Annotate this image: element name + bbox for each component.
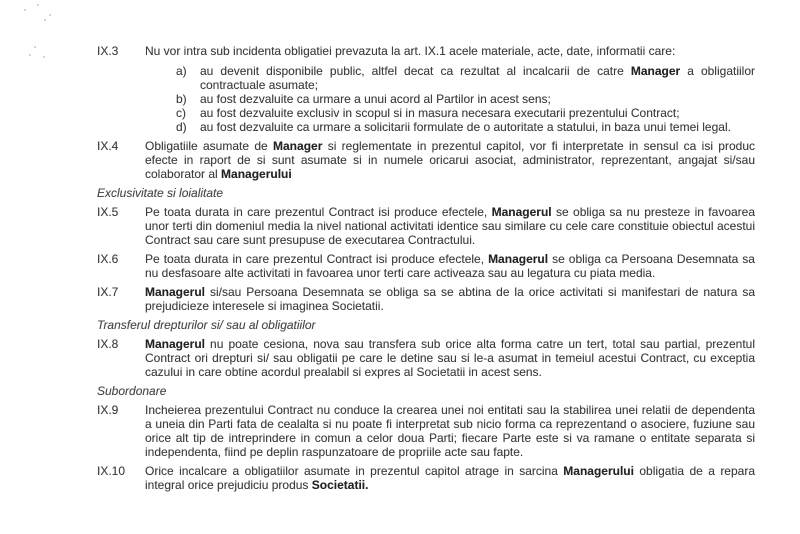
clause-number: IX.3 <box>97 44 119 58</box>
clause-number: IX.5 <box>97 205 119 219</box>
section-heading-exclusivitate: Exclusivitate si loialitate <box>97 186 224 200</box>
subitem-b <box>176 92 755 106</box>
clause-number: IX.10 <box>97 464 126 478</box>
clause-ix10 <box>97 464 755 492</box>
clause-text: Incheierea prezentului Contract nu conduce la crearea unei noi entitati sau la stabilirea unei relatii de dependenta a uneia din Parti fata de cealalta si nu poate fi interpretat sub nicio forma ca reprezentand o asociere, fuziune sau orice alt tip de intreprindere in comun a celor doua Parti; fiecare Parte este si va ramane o entitate separata si independenta, fiind pe deplin raspunzatoare de propriile acte sau fapte. <box>145 403 755 459</box>
clause-ix9 <box>97 403 755 459</box>
clause-number: IX.6 <box>97 252 119 266</box>
clause-ix6 <box>97 252 755 280</box>
clause-number: IX.8 <box>97 337 119 351</box>
clause-ix5 <box>97 205 755 247</box>
subitem-c <box>176 106 755 120</box>
section-heading-transfer: Transferul drepturilor si/ sau al obligatiilor <box>97 318 316 332</box>
subitem-text: au fost dezvaluite ca urmare a unui acord al Partilor in acest sens; <box>200 92 551 106</box>
subitem-letter: a) <box>176 64 187 78</box>
clause-number: IX.9 <box>97 403 119 417</box>
scan-speck <box>43 56 45 58</box>
clause-text: Managerul nu poate cesiona, nova sau transfera sub orice alta forma catre un tert, total sau partial, prezentul Contract ori drepturi si/ sau obligatii pe care le detine sau si le-a asumat in temeiul acestui Contract, cu exceptia cazului in care obtine acordul prealabil si expres al Societatii in acest sens. <box>145 337 755 379</box>
clause-text: Managerul si/sau Persoana Desemnata se obliga sa se abtina de la orice activitati si manifestari de natura sa prejudicieze interesele si imaginea Societatii. <box>145 285 755 313</box>
scan-speck <box>29 54 31 56</box>
clause-number: IX.4 <box>97 139 119 153</box>
scan-speck <box>44 19 46 21</box>
scan-speck <box>49 14 51 16</box>
scan-speck <box>24 9 26 11</box>
subitem-a <box>176 64 755 92</box>
subitem-letter: d) <box>176 120 187 134</box>
subitem-text: au fost dezvaluite ca urmare a solicitarii formulate de o autoritate a statului, in baza unui temei legal. <box>200 120 731 134</box>
section-heading-subordonare: Subordonare <box>97 384 167 398</box>
scan-speck <box>34 46 36 48</box>
clause-ix4 <box>97 139 755 181</box>
clause-text: Orice incalcare a obligatiilor asumate in prezentul capitol atrage in sarcina Managerului obligatia de a repara integral orice prejudiciu produs Societatii. <box>145 464 756 492</box>
clause-text: Nu vor intra sub incidenta obligatiei prevazuta la art. IX.1 acele materiale, acte, date, informatii care: <box>145 44 676 58</box>
clause-ix7 <box>97 285 755 313</box>
subitem-text: au fost dezvaluite exclusiv in scopul si in masura necesara executarii prezentului Contract; <box>200 106 680 120</box>
subitem-text: au devenit disponibile public, altfel decat ca rezultat al incalcarii de catre Manager a obligatiilor contractuale asumate; <box>200 64 755 92</box>
clause-text: Pe toata durata in care prezentul Contract isi produce efectele, Managerul se obliga ca Persoana Desemnata sa nu desfasoare alte activitati in favoarea unor terti care activeaza sau au legatura cu piata media. <box>145 252 755 280</box>
subitem-d <box>176 120 755 134</box>
clause-text: Pe toata durata in care prezentul Contract isi produce efectele, Managerul se obliga sa nu presteze in favoarea unor terti din domeniul media la nivel national activitati identice sau similare cu cele care constituie obiectul acestui Contract sau care sunt presupuse de executarea Contractului. <box>145 205 756 247</box>
contract-chapter-ix <box>97 44 755 497</box>
clause-ix3-subitems <box>176 64 755 134</box>
subitem-letter: c) <box>176 106 186 120</box>
clause-text: Obligatiile asumate de Manager si reglementate in prezentul capitol, vor fi interpretate in sensul ca isi produc efecte in raport de si sunt asumate si in numele oricarui asociat, administrator, reprezentant, angajat si/sau colaborator al Managerului <box>145 139 755 181</box>
subitem-letter: b) <box>176 92 187 106</box>
clause-number: IX.7 <box>97 285 119 299</box>
scan-speck <box>37 4 39 6</box>
clause-ix8 <box>97 337 755 379</box>
clause-ix3 <box>97 44 755 58</box>
